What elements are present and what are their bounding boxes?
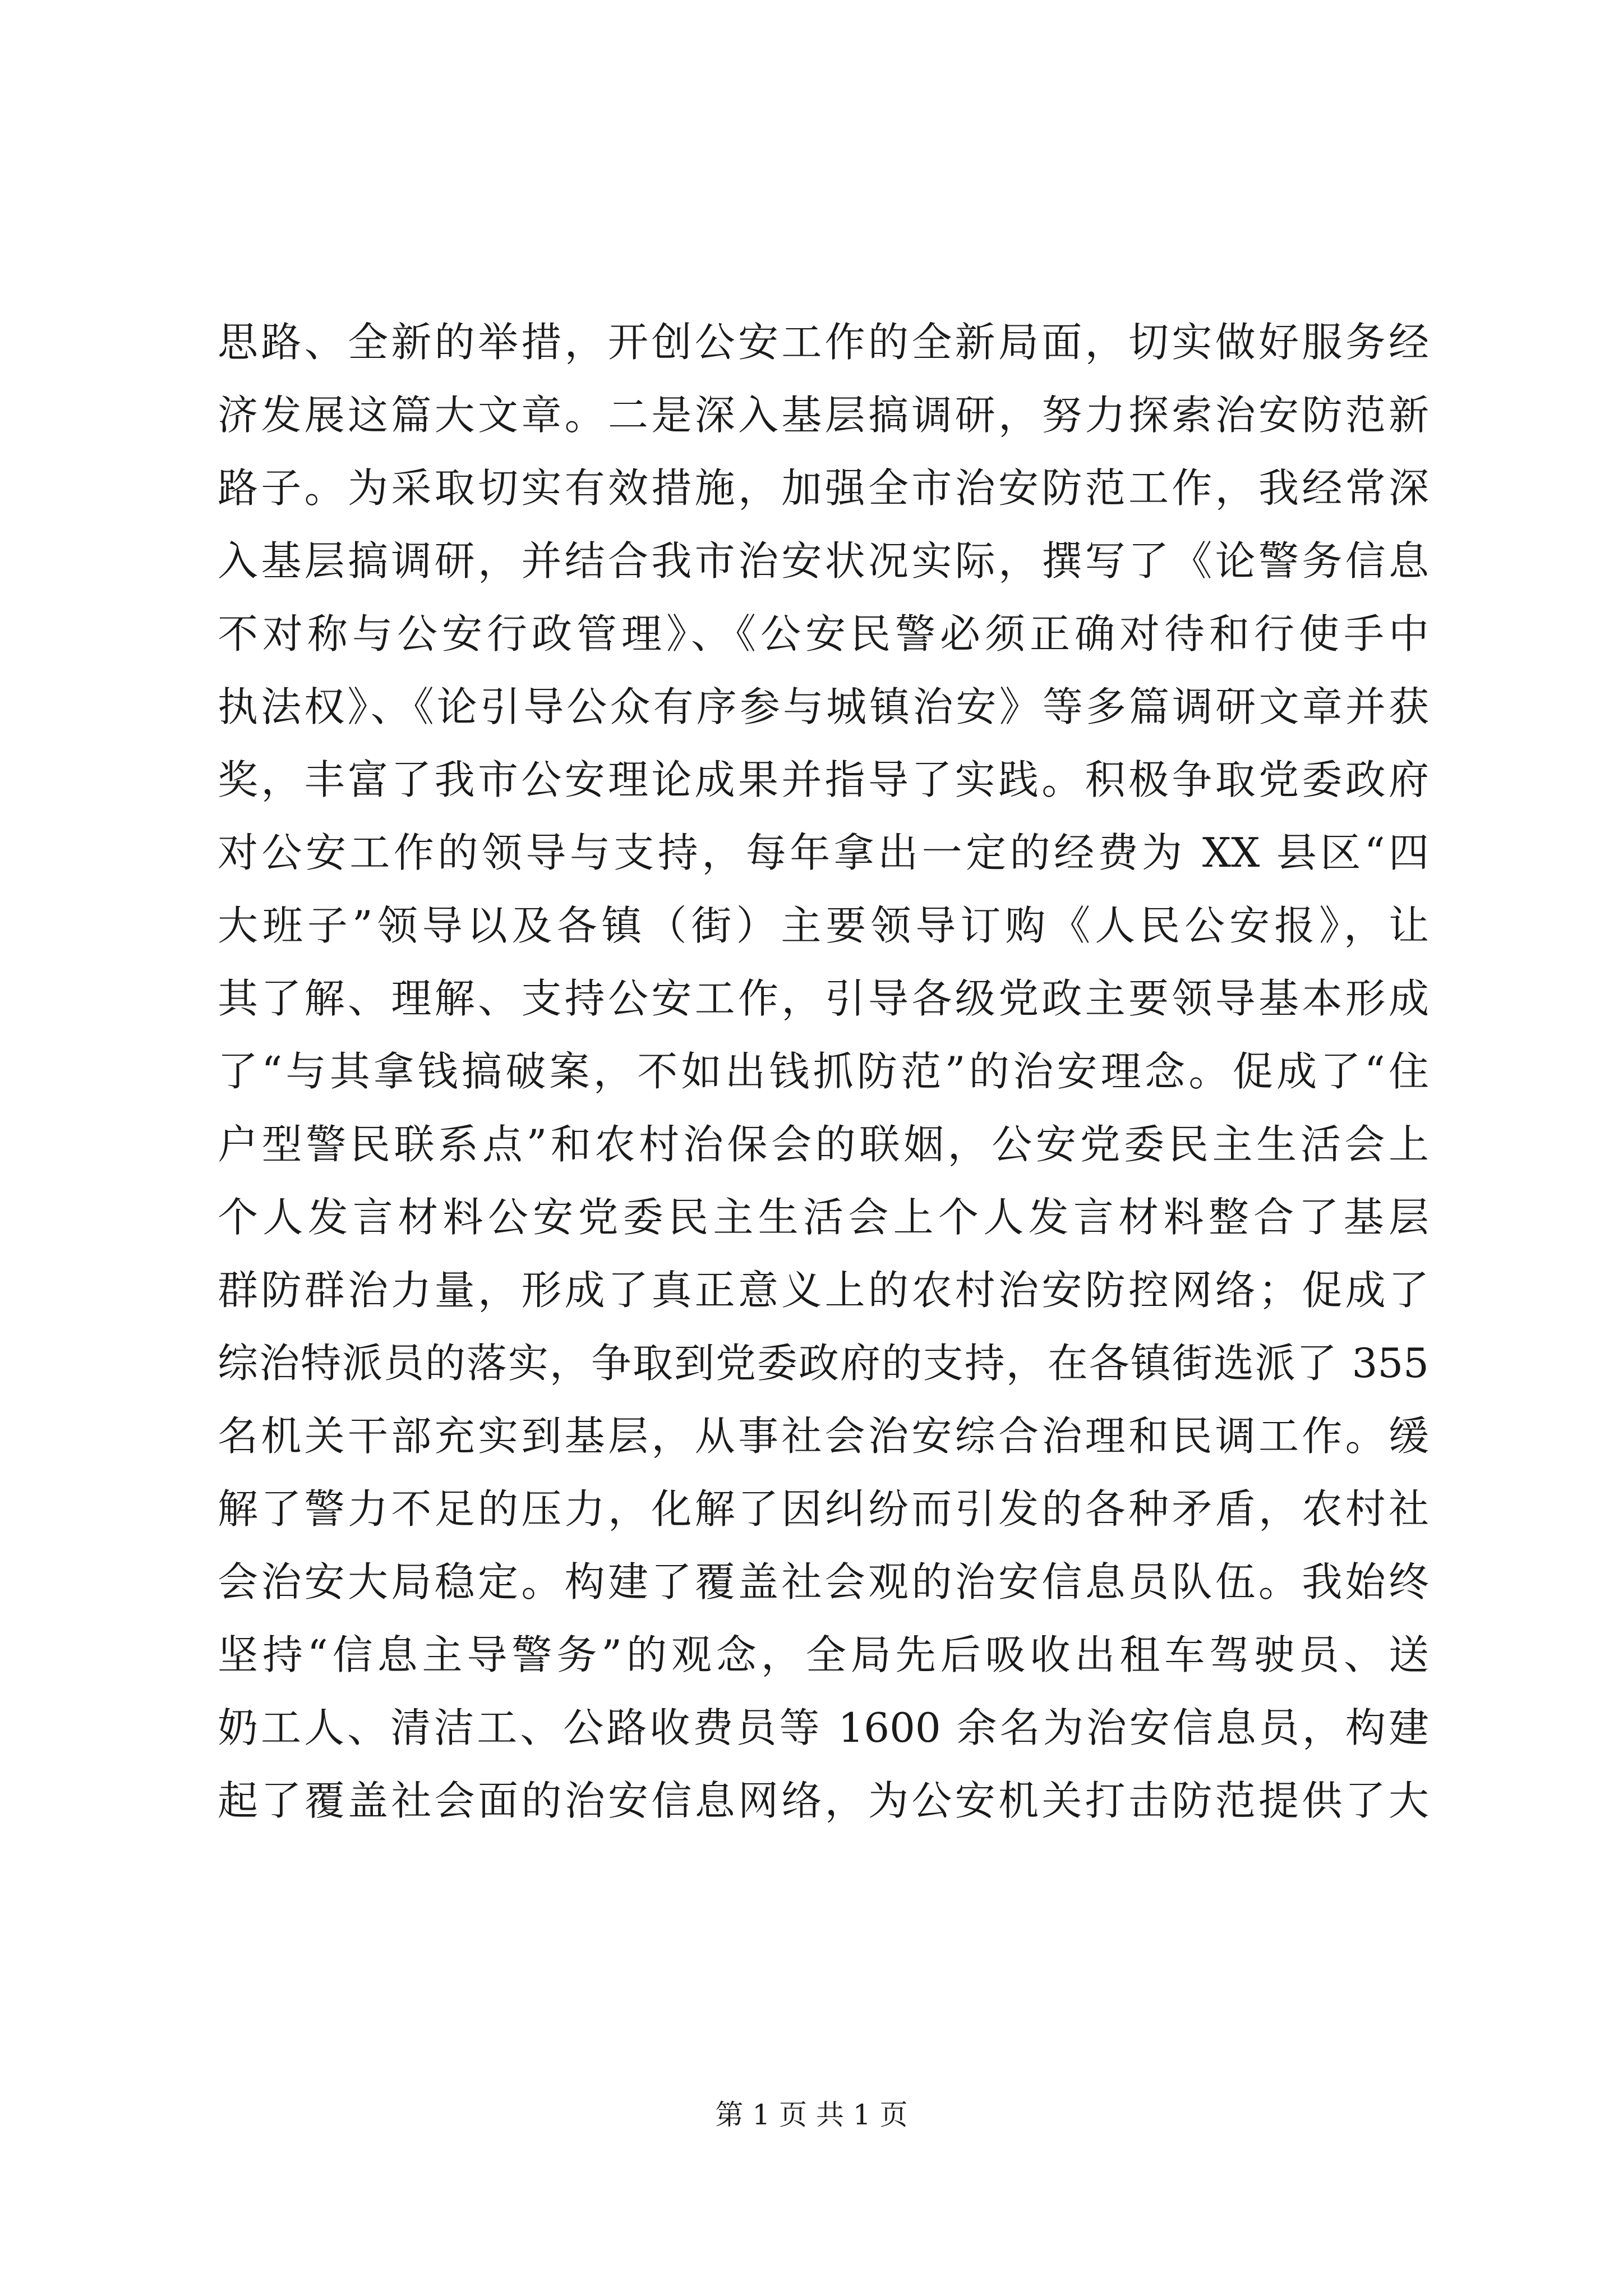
text-line: 对公安工作的领导与支持，每年拿出一定的经费为 XX 县区“四 (218, 829, 1429, 876)
text-line: 坚持“信息主导警务”的观念，全局先后吸收出租车驾驶员、送 (218, 1631, 1429, 1678)
text-line: 路子。为采取切实有效措施，加强全市治安防范工作，我经常深 (218, 464, 1429, 512)
text-line: 了“与其拿钱搞破案，不如出钱抓防范”的治安理念。促成了“住 (218, 1048, 1429, 1095)
text-line: 起了覆盖社会面的治安信息网络，为公安机关打击防范提供了大 (218, 1777, 1429, 1824)
text-line: 会治安大局稳定。构建了覆盖社会观的治安信息员队伍。我始终 (218, 1558, 1429, 1605)
text-line: 群防群治力量，形成了真正意义上的农村治安防控网络；促成了 (218, 1267, 1429, 1314)
page-number-footer: 第 1 页 共 1 页 (715, 2099, 908, 2131)
text-line: 执法权》、《论引导公众有序参与城镇治安》等多篇调研文章并获 (218, 683, 1429, 730)
text-line: 不对称与公安行政管理》、《公安民警必须正确对待和行使手中 (218, 610, 1429, 657)
text-line: 名机关干部充实到基层，从事社会治安综合治理和民调工作。缓 (218, 1412, 1429, 1460)
text-line: 思路、全新的举措，开创公安工作的全新局面，切实做好服务经 (218, 319, 1429, 366)
text-line: 大班子”领导以及各镇（街）主要领导订购《人民公安报》，让 (218, 902, 1429, 949)
text-line: 其了解、理解、支持公安工作，引导各级党政主要领导基本形成 (218, 975, 1429, 1022)
text-line: 解了警力不足的压力，化解了因纠纷而引发的各种矛盾，农村社 (218, 1485, 1429, 1533)
text-line: 个人发言材料公安党委民主生活会上个人发言材料整合了基层 (218, 1194, 1429, 1241)
text-line: 入基层搞调研，并结合我市治安状况实际，撰写了《论警务信息 (218, 537, 1429, 585)
body-text (218, 306, 1429, 1837)
text-line: 济发展这篇大文章。二是深入基层搞调研，努力探索治安防范新 (218, 392, 1429, 439)
text-line: 奖，丰富了我市公安理论成果并指导了实践。积极争取党委政府 (218, 756, 1429, 803)
text-line: 综治特派员的落实，争取到党委政府的支持，在各镇街选派了 355 (218, 1340, 1429, 1387)
text-line: 户型警民联系点”和农村治保会的联姻，公安党委民主生活会上 (218, 1121, 1429, 1168)
text-line: 奶工人、清洁工、公路收费员等 1600 余名为治安信息员，构建 (218, 1704, 1429, 1751)
